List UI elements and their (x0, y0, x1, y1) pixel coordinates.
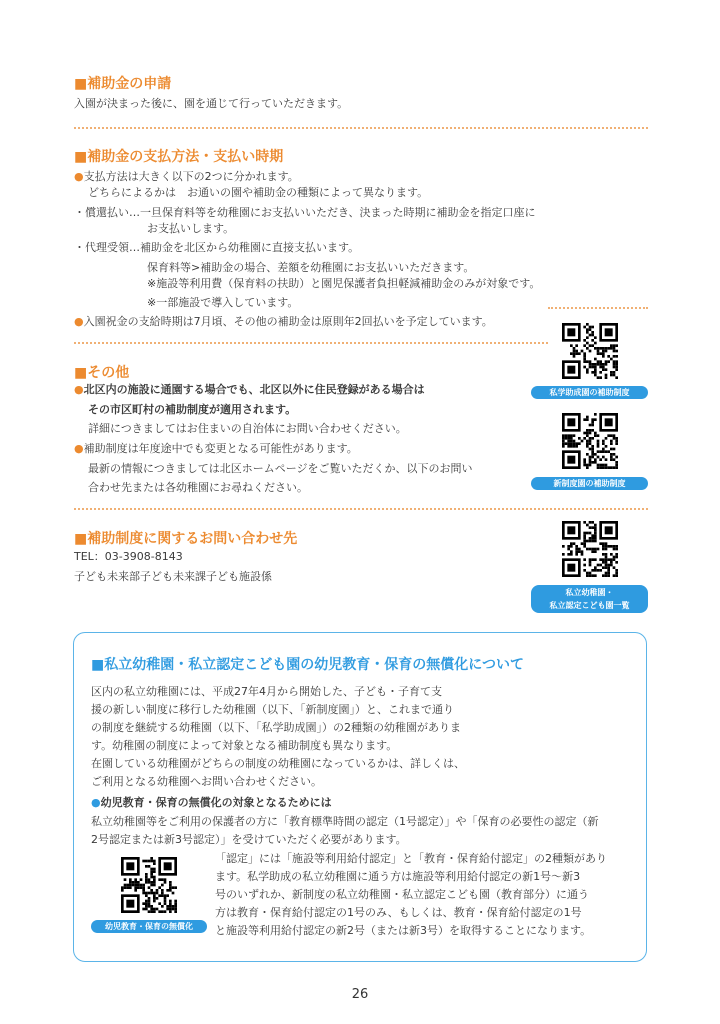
qr-label-shinseido[interactable]: 新制度園の補助制度 (531, 477, 648, 490)
qr-label-mushoka[interactable]: 幼児教育・保育の無償化 (91, 920, 207, 933)
box-para-line: 方は教育・保育給付認定の1号のみ、もしくは、教育・保育給付認定の1号 (215, 906, 582, 919)
qr-code-icon[interactable] (562, 521, 618, 577)
box-para-line: 在園している幼稚園がどちらの制度の幼稚園になっているかは、詳しくは、 (91, 757, 465, 770)
qr-label-line: 私立幼稚園・ (565, 588, 614, 597)
divider (548, 307, 648, 309)
other-bullet-1: ●北区内の施設に通園する場合でも、北区以外に住民登録がある場合は (74, 383, 425, 396)
qr-code-icon[interactable] (562, 413, 618, 469)
box-para-line: 「認定」には「施設等利用給付認定」と「教育・保育給付認定」の2種類があり (215, 852, 607, 865)
qr-label-list[interactable] (531, 585, 648, 613)
payment-text: どちらによるかは お通いの園や補助金の種類によって異なります。 (88, 186, 429, 199)
qr-code-icon[interactable] (121, 857, 177, 913)
box-para-line: 号のいずれか、新制度の私立幼稚園・私立認定こども園（教育部分）に通う (215, 888, 589, 901)
box-para-line: の制度を継続する幼稚園（以下、「私学助成園」）の2種類の幼稚園がありま (91, 721, 461, 734)
payment-list-2: ・代理受領…補助金を北区から幼稚園に直接支払います。 (74, 241, 360, 254)
qr-label-line: 私立認定こども園一覧 (549, 601, 630, 610)
payment-list-1: ・償還払い…一旦保育料等を幼稚園にお支払いいただき、決まった時期に補助金を指定口座に (74, 206, 536, 219)
heading-other: ■その他 (74, 365, 130, 381)
box-para-line: ます。私学助成の私立幼稚園に通う方は施設等利用給付認定の新1号～新3 (215, 870, 581, 883)
box-para-line: 私立幼稚園等をご利用の保護者の方に「教育標準時間の認定（1号認定）」や「保育の必要性の認定（新 (91, 815, 599, 828)
box-heading: ■私立幼稚園・私立認定こども園の幼児教育・保育の無償化について (91, 657, 524, 673)
qr-code-icon[interactable] (562, 323, 618, 379)
box-para-line: 2号認定または新3号認定）」を受けていただく必要があります。 (91, 833, 407, 846)
page-number: 26 (351, 987, 369, 1002)
heading-contact: ■補助制度に関するお問い合わせ先 (74, 531, 298, 547)
other-text-2b: 最新の情報につきましては北区ホームページをご覧いただくか、以下のお問い (88, 462, 473, 475)
other-bullet-2: ●補助制度は年度途中でも変更となる可能性があります。 (74, 442, 358, 455)
box-para-line: と施設等利用給付認定の新2号（または新3号）を取得することになります。 (215, 924, 592, 937)
payment-list-2c: ※施設等利用費（保育料の扶助）と園児保護者負担軽減補助金のみが対象です。 (147, 277, 541, 290)
divider (74, 508, 648, 510)
other-text-1b: その市区町村の補助制度が適用されます。 (88, 403, 297, 416)
heading-payment: ■補助金の支払方法・支払い時期 (74, 149, 284, 165)
payment-list-2b: 保育料等>補助金の場合、差額を幼稚園にお支払いいただきます。 (147, 261, 475, 274)
divider (74, 342, 548, 344)
payment-list-2d: ※一部施設で導入しています。 (147, 296, 299, 309)
payment-bullet-2: ●入園祝金の支給時期は7月頃、その他の補助金は原則年2回払いを予定しています。 (74, 315, 493, 328)
other-text-2c: 合わせ先または各幼稚園にお尋ねください。 (88, 481, 308, 494)
heading-application: ■補助金の申請 (74, 76, 172, 92)
payment-bullet-1: ●支払方法は大きく以下の2つに分かれます。 (74, 170, 299, 183)
divider (74, 127, 648, 129)
other-text-1c: 詳細につきましてはお住まいの自治体にお問い合わせください。 (88, 422, 407, 435)
application-text: 入園が決まった後に、園を通じて行っていただきます。 (74, 97, 349, 110)
contact-tel: TEL：03-3908-8143 (74, 550, 183, 563)
contact-dept: 子ども未来部子ども未来課子ども施設係 (74, 570, 272, 583)
box-para-line: ご利用となる幼稚園へお問い合わせください。 (91, 775, 322, 788)
box-para-line: 援の新しい制度に移行した幼稚園（以下、「新制度園」）と、これまで通り (91, 703, 454, 716)
payment-list-1b: お支払いします。 (147, 222, 235, 235)
qr-label-shigaku[interactable]: 私学助成園の補助制度 (531, 386, 648, 399)
box-subheading: ●幼児教育・保育の無償化の対象となるためには (91, 796, 332, 809)
box-para-line: 区内の私立幼稚園には、平成27年4月から開始した、子ども・子育て支 (91, 685, 442, 698)
box-para-line: す。幼稚園の制度によって対象となる補助制度も異なります。 (91, 739, 398, 752)
